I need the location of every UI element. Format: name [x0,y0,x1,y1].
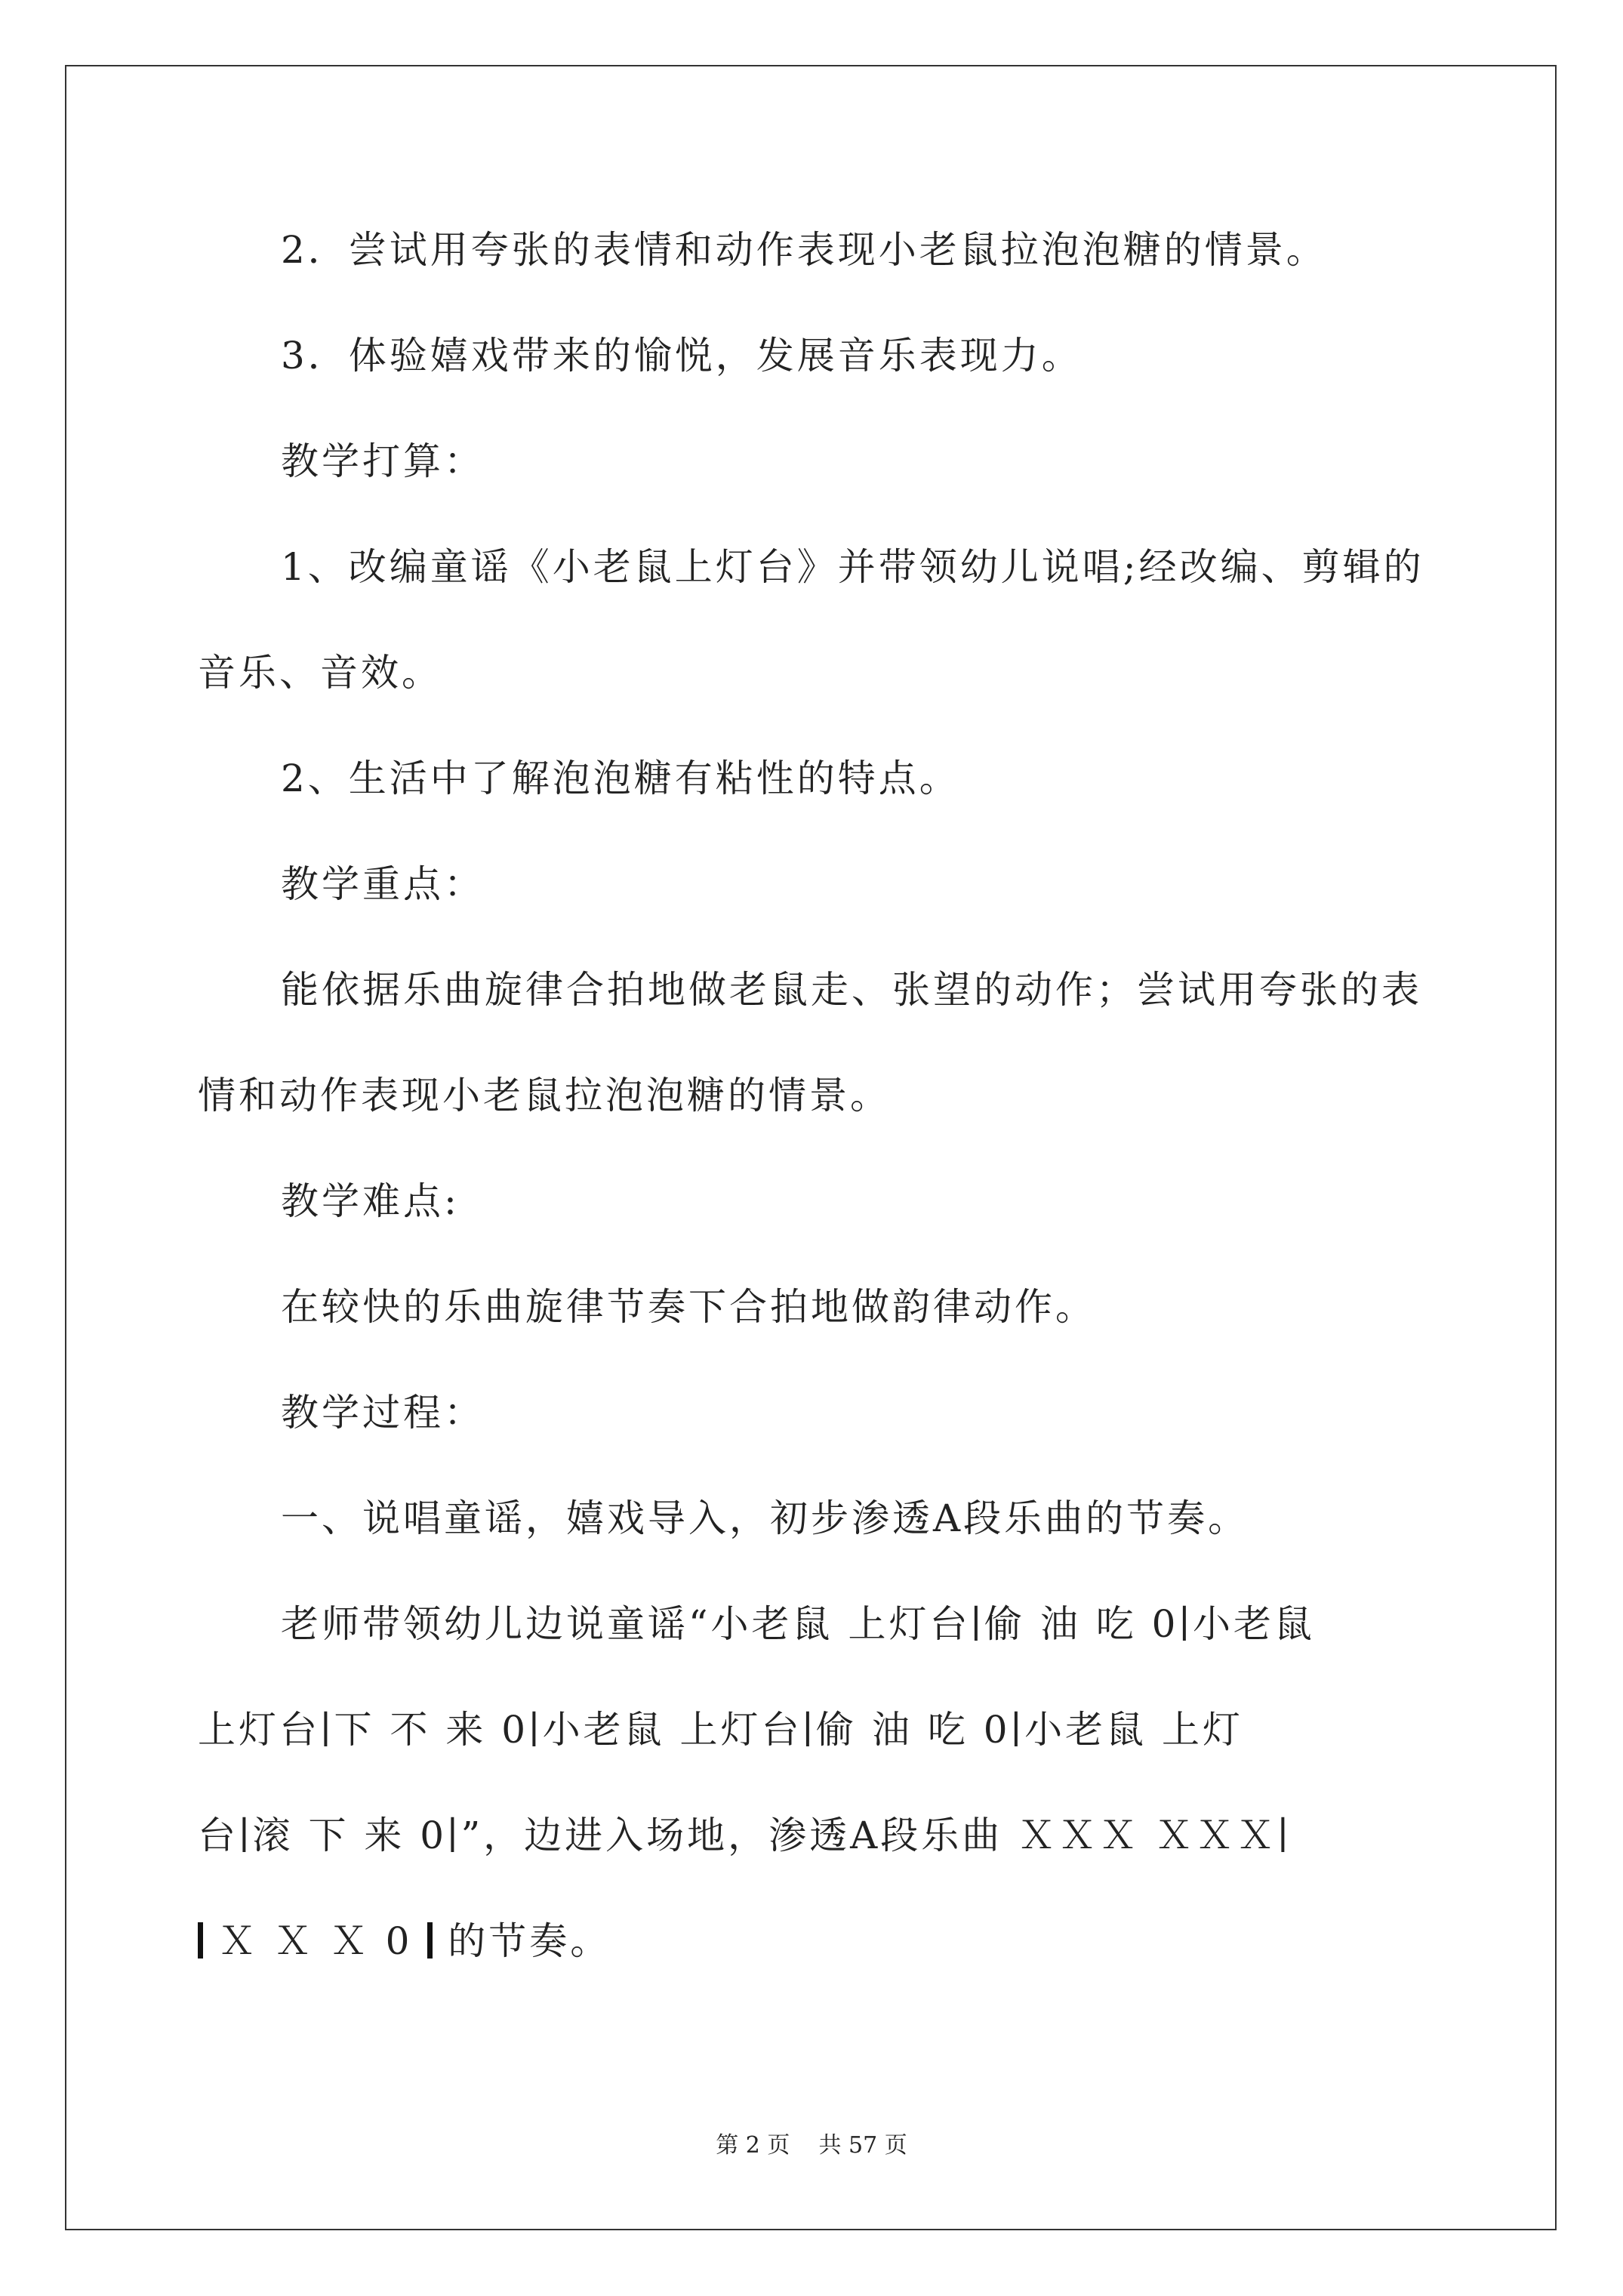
heading-preparation: 教学打算： [281,439,485,483]
paragraph-objective-3: 3．体验嬉戏带来的愉悦，发展音乐表现力。 [281,334,1083,378]
paragraph-difficulties: 在较快的乐曲旋律节奏下合拍地做韵律动作。 [281,1285,1096,1329]
paragraph-nursery-rhyme-line-1: 老师带领幼儿边说童谣“小老鼠 上灯台∣偷 油 吃 0∣小老鼠 [281,1602,1316,1646]
heading-difficulties: 教学难点: [281,1179,460,1223]
heading-key-points: 教学重点： [281,862,485,906]
paragraph-rhythm-line [198,1918,611,1964]
paragraph-preparation-1-line-2: 音乐、音效。 [198,651,442,695]
paragraph-objective-2: 2．尝试用夸张的表情和动作表现小老鼠拉泡泡糖的情景。 [281,228,1327,272]
paragraph-preparation-2: 2、生活中了解泡泡糖有粘性的特点。 [281,757,960,800]
heading-process: 教学过程： [281,1391,485,1435]
rhythm-bar-right [427,1922,433,1959]
rhythm-notation: Ｘ Ｘ Ｘ 0 [217,1919,428,1963]
paragraph-key-points-line-1: 能依据乐曲旋律合拍地做老鼠走、张望的动作；尝试用夸张的表 [281,968,1422,1012]
page-footer: 第 2 页 共 57 页 [716,2132,907,2159]
paragraph-nursery-rhyme-line-2: 上灯台∣下 不 来 0∣小老鼠 上灯台∣偷 油 吃 0∣小老鼠 上灯 [198,1708,1243,1752]
rhythm-bar-left [198,1922,203,1959]
paragraph-preparation-1-line-1: 1、改编童谣《小老鼠上灯台》并带领幼儿说唱;经改编、剪辑的 [281,545,1424,589]
page-frame [65,65,1557,2230]
paragraph-step-1: 一、说唱童谣，嬉戏导入，初步渗透A段乐曲的节奏。 [281,1496,1249,1540]
paragraph-nursery-rhyme-line-3: 台∣滚 下 来 0∣”，边进入场地，渗透A段乐曲 ＸＸＸ ＸＸＸ∣ [198,1814,1292,1857]
paragraph-key-points-line-2: 情和动作表现小老鼠拉泡泡糖的情景。 [198,1074,891,1117]
rhythm-tail-text: 的节奏。 [448,1919,611,1963]
